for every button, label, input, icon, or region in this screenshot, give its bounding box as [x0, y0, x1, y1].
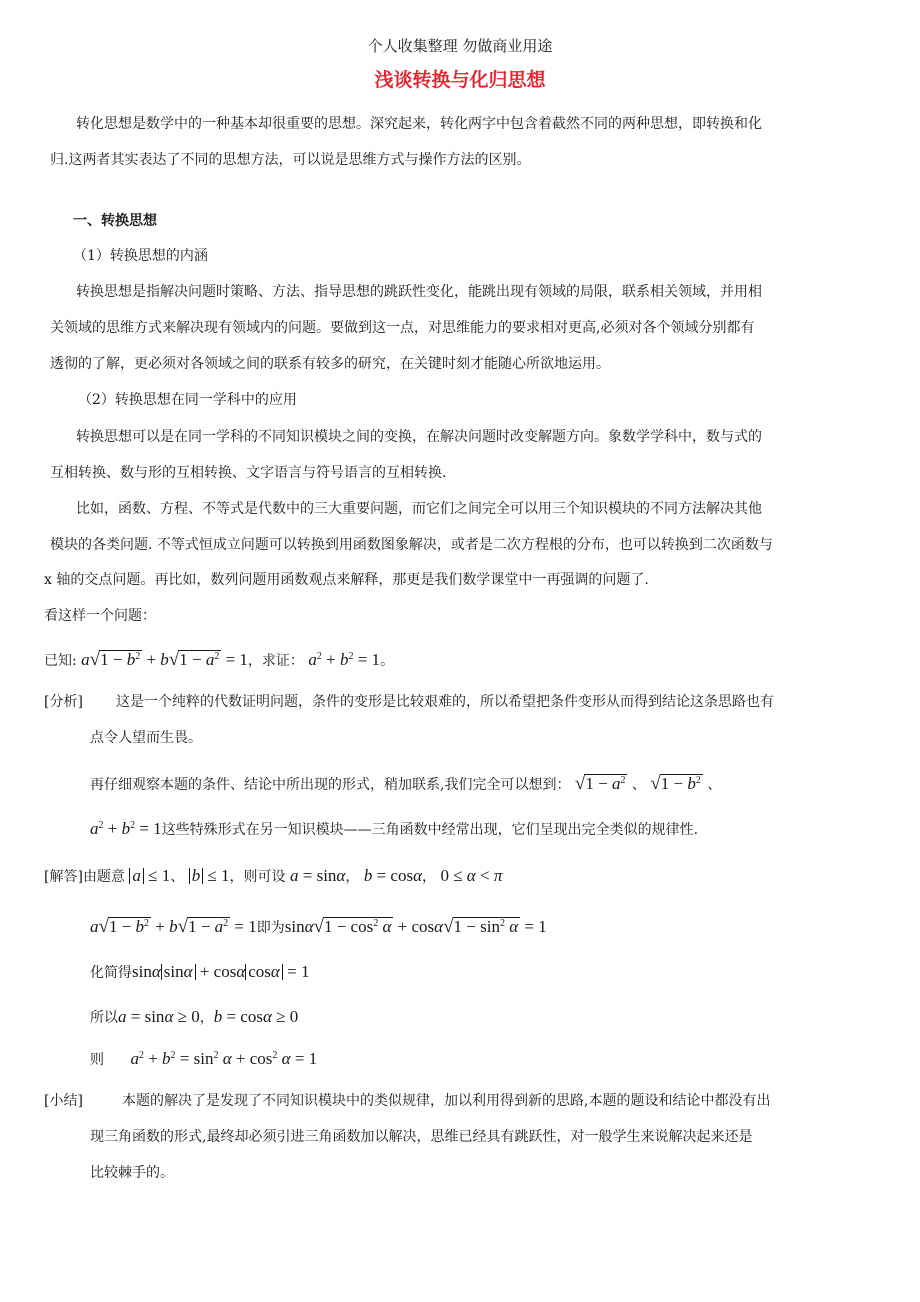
solution-let: ，则可设	[229, 869, 286, 885]
abs-b-condition: b ≤ 1	[189, 866, 230, 885]
alpha-range: 0 ≤ α < π	[440, 866, 503, 885]
summary-label: [小结]	[44, 1093, 83, 1109]
given-equation: $a√1 - b^2 + b√1 - a^2 = 1$	[81, 649, 248, 670]
analysis-line-4-text: 这些特殊形式在另一知识模块——三角函数中经常出现，它们呈现出完全类似的规律性.	[161, 822, 699, 838]
analysis-line-1: 这是一个纯粹的代数证明问题，条件的变形是比较艰难的，所以希望把条件变形从而得到结论这条思路也有	[116, 694, 774, 710]
abs-a-condition: a ≤ 1	[129, 866, 170, 885]
page-header: 个人收集整理 勿做商业用途	[367, 37, 553, 55]
analysis-line-2: 点令人望而生畏。	[90, 730, 202, 746]
para3-line-2: 模块的各类问题. 不等式恒成立问题可以转换到用函数图象解决，或者是二次方程根的分布，也可以转换到二次函数与	[50, 537, 773, 553]
page-title: 浅谈转换与化归思想	[374, 69, 546, 91]
analysis-line-3-text: 再仔细观察本题的条件、结论中所出现的形式，稍加联系,我们完全可以想到：	[90, 777, 571, 793]
expr-sqrt-1-b2: $√1 - b^2$	[650, 773, 701, 794]
equation-original: $a√1 - b^2 + b√1 - a^2 = 1$	[90, 916, 257, 937]
prove-label: ，求证：	[247, 653, 304, 669]
sub-a: a = sinα	[289, 866, 346, 885]
analysis-label: [分析]	[44, 694, 83, 710]
summary-line-3: 比较棘手的。	[90, 1165, 174, 1181]
solution-label: [解答]	[44, 869, 83, 885]
solution-line-3	[90, 962, 309, 983]
goal-equation: $a^2 + b^2 = 1$	[308, 650, 381, 669]
sub-b: b = cosα	[363, 866, 422, 885]
expr-a2-b2: $a^2 + b^2 = 1$	[90, 819, 162, 838]
problem-end: 。	[380, 653, 395, 669]
summary-line-1: 本题的解决了是发现了不同知识模块中的类似规律，加以利用得到新的思路,本题的题设和结论中都没有出	[122, 1093, 771, 1109]
para3-line-3: x 轴的交点问题。再比如，数列问题用函数观点来解释，那更是我们数学课堂中一再强调的问题了.	[44, 572, 649, 588]
equation-trig: $\sin\alpha√1 - \cos^2 \alpha + \cos\alpha√1 - \sin^2 \alpha = 1$	[284, 916, 547, 937]
solution-then: 则	[90, 1052, 104, 1068]
solution-line-5	[90, 1049, 317, 1070]
problem-line	[44, 650, 394, 671]
intro-line-2: 归.这两者其实表达了不同的思想方法，可以说是思维方式与操作方法的区别。	[50, 152, 531, 168]
subheading-1: （1）转换思想的内涵	[73, 248, 208, 264]
solution-line-1	[44, 866, 502, 887]
ineq-sin: a = sinα ≥ 0	[118, 1007, 200, 1026]
solution-sep: 、	[170, 869, 185, 885]
para1-line-3: 透彻的了解，更必须对各领域之间的联系有较多的研究，在关键时刻才能随心所欲地运用。	[50, 356, 610, 372]
analysis-line-3	[90, 774, 721, 795]
summary-line-2: 现三角函数的形式,最终却必须引进三角函数加以解决，思维已经具有跳跃性，对一般学生来说解决起来还是	[90, 1129, 753, 1145]
analysis-sep-2: 、	[707, 777, 722, 793]
solution-so: 所以	[90, 1010, 118, 1026]
known-label: 已知:	[44, 653, 77, 669]
section-heading: 一、转换思想	[73, 213, 157, 229]
solution-given: 由题意	[82, 869, 125, 885]
solution-means: 即为	[256, 920, 285, 936]
para1-line-2: 关领域的思维方式来解决现有领域内的问题。要做到这一点，对思维能力的要求相对更高,必须对各个领域分别都有	[50, 320, 755, 336]
analysis-line-4	[90, 819, 698, 840]
solution-comma-3: ，	[199, 1010, 214, 1026]
look-line: 看这样一个问题：	[44, 608, 156, 624]
expr-sqrt-1-a2: $√1 - a^2$	[574, 773, 626, 794]
para2-line-1: 转换思想可以是在同一学科的不同知识模块之间的变换，在解决问题时改变解题方向。象数学学科中，数与式的	[76, 429, 762, 445]
equation-simplified: sinα sinα + cosα cosα = 1	[132, 962, 310, 981]
para2-line-2: 互相转换、数与形的互相转换、文字语言与符号语言的互相转换.	[50, 465, 447, 481]
analysis-sep-1: 、	[631, 777, 646, 793]
para3-line-1: 比如，函数、方程、不等式是代数中的三大重要问题，而它们之间完全可以用三个知识模块的不同方法解决其他	[76, 501, 762, 517]
solution-comma-1: ，	[345, 869, 360, 885]
equation-final: $a^2 + b^2 = \sin^2 \alpha + \cos^2 \alpha = 1$	[130, 1049, 318, 1068]
solution-line-4	[90, 1007, 298, 1028]
solution-simplify: 化简得	[90, 965, 132, 981]
subheading-2: （2）转换思想在同一学科中的应用	[78, 392, 297, 408]
ineq-cos: b = cosα ≥ 0	[213, 1007, 299, 1026]
solution-comma-2: ，	[422, 869, 436, 885]
para1-line-1: 转换思想是指解决问题时策略、方法、指导思想的跳跃性变化，能跳出现有领域的局限，联系相关领域，并用相	[76, 284, 762, 300]
solution-line-2	[90, 917, 547, 938]
intro-line-1: 转化思想是数学中的一种基本却很重要的思想。深究起来，转化两字中包含着截然不同的两种思想，即转换和化	[76, 116, 762, 132]
